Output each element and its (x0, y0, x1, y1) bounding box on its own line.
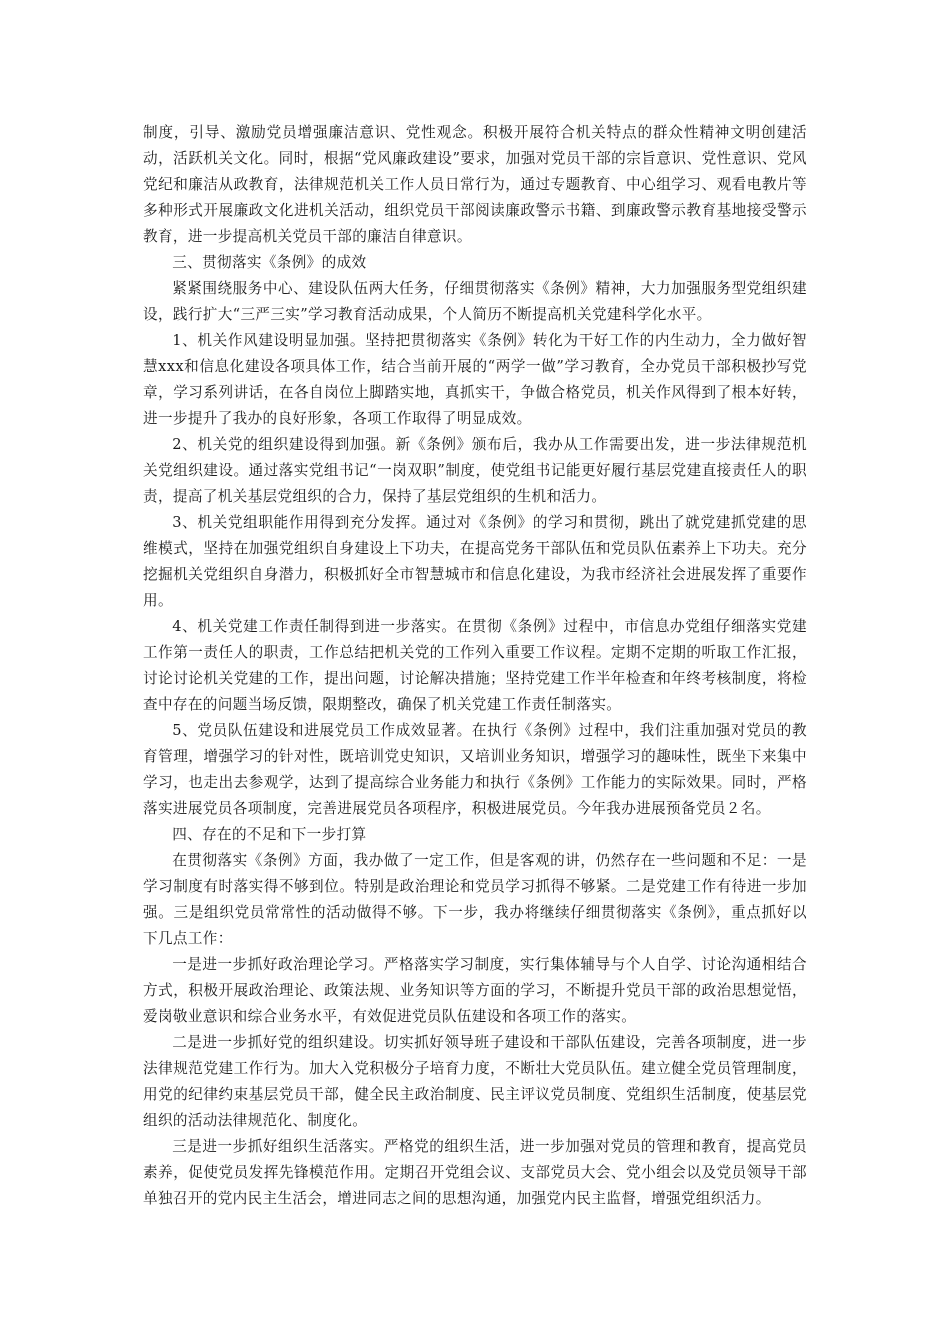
paragraph-continuation: 制度，引导、激励党员增强廉洁意识、党性观念。积极开展符合机关特点的群众性精神文明创建活动，活跃机关文化。同时，根据“党风廉政建设”要求，加强对党员干部的宗旨意识、党性意识、党风党纪和廉洁从政教育，法律规范机关工作人员日常行为，通过专题教育、中心组学习、观看电教片等多种形式开展廉政文化进机关活动，组织党员干部阅读廉政警示书籍、到廉政警示教育基地接受警示教育，进一步提高机关党员干部的廉洁自律意识。 (143, 124, 807, 245)
paragraph-plan-3: 三是进一步抓好组织生活落实。严格党的组织生活，进一步加强对党员的管理和教育，提高党员素养，促使党员发挥先锋模范作用。定期召开党组会议、支部党员大会、党小组会以及党员领导干部单独召开的党内民主生活会，增进同志之间的思想沟通，加强党内民主监督，增强党组织活力。 (143, 1138, 807, 1207)
paragraph-plan-1: 一是进一步抓好政治理论学习。严格落实学习制度，实行集体辅导与个人自学、讨论沟通相结合方式，积极开展政治理论、政策法规、业务知识等方面的学习，不断提升党员干部的政治思想觉悟，爱岗敬业意识和综合业务水平，有效促进党员队伍建设和各项工作的落实。 (143, 956, 807, 1025)
paragraph-item-4: 4、机关党建工作责任制得到进一步落实。在贯彻《条例》过程中，市信息办党组仔细落实党建工作第一责任人的职责，工作总结把机关党的工作列入重要工作议程。定期不定期的听取工作汇报，讨论讨论机关党建的工作，提出问题，讨论解决措施；坚持党建工作半年检查和年终考核制度，将检查中存在的问题当场反馈，限期整改，确保了机关党建工作责任制落实。 (143, 618, 807, 713)
section-heading-4: 四、存在的不足和下一步打算 (172, 826, 367, 843)
paragraph-item-1: 1、机关作风建设明显加强。坚持把贯彻落实《条例》转化为干好工作的内生动力，全力做好智慧xxx和信息化建设各项具体工作，结合当前开展的“两学一做”学习教育，全办党员干部积极抄写党章，学习系列讲话，在各自岗位上脚踏实地，真抓实干，争做合格党员，机关作风得到了根本好转，进一步提升了我办的良好形象，各项工作取得了明显成效。 (143, 332, 807, 427)
document-page (143, 120, 807, 1212)
paragraph-item-5: 5、党员队伍建设和进展党员工作成效显著。在执行《条例》过程中，我们注重加强对党员的教育管理，增强学习的针对性，既培训党史知识，又培训业务知识，增强学习的趣味性，既坐下来集中学习，也走出去参观学，达到了提高综合业务能力和执行《条例》工作能力的实际效果。同时，严格落实进展党员各项制度，完善进展党员各项程序，积极进展党员。今年我办进展预备党员２名。 (143, 722, 807, 817)
section-heading-3: 三、贯彻落实《条例》的成效 (172, 254, 367, 271)
paragraph-section4-intro: 在贯彻落实《条例》方面，我办做了一定工作，但是客观的讲，仍然存在一些问题和不足：一是学习制度有时落实得不够到位。特别是政治理论和党员学习抓得不够紧。二是党建工作有待进一步加强。三是组织党员常常性的活动做得不够。下一步，我办将继续仔细贯彻落实《条例》，重点抓好以下几点工作： (143, 852, 807, 947)
paragraph-section3-intro: 紧紧围绕服务中心、建设队伍两大任务，仔细贯彻落实《条例》精神，大力加强服务型党组织建设，践行扩大“三严三实”学习教育活动成果，个人简历不断提高机关党建科学化水平。 (143, 280, 807, 323)
paragraph-item-2: 2、机关党的组织建设得到加强。新《条例》颁布后，我办从工作需要出发，进一步法律规范机关党组织建设。通过落实党组书记“一岗双职”制度，使党组书记能更好履行基层党建直接责任人的职责，提高了机关基层党组织的合力，保持了基层党组织的生机和活力。 (143, 436, 807, 505)
paragraph-plan-2: 二是进一步抓好党的组织建设。切实抓好领导班子建设和干部队伍建设，完善各项制度，进一步法律规范党建工作行为。加大入党积极分子培育力度，不断壮大党员队伍。建立健全党员管理制度，用党的纪律约束基层党员干部，健全民主政治制度、民主评议党员制度、党组织生活制度，使基层党组织的活动法律规范化、制度化。 (143, 1034, 807, 1129)
paragraph-item-3: 3、机关党组职能作用得到充分发挥。通过对《条例》的学习和贯彻，跳出了就党建抓党建的思维模式，坚持在加强党组织自身建设上下功夫，在提高党务干部队伍和党员队伍素养上下功夫。充分挖掘机关党组织自身潜力，积极抓好全市智慧城市和信息化建设，为我市经济社会进展发挥了重要作用。 (143, 514, 807, 609)
